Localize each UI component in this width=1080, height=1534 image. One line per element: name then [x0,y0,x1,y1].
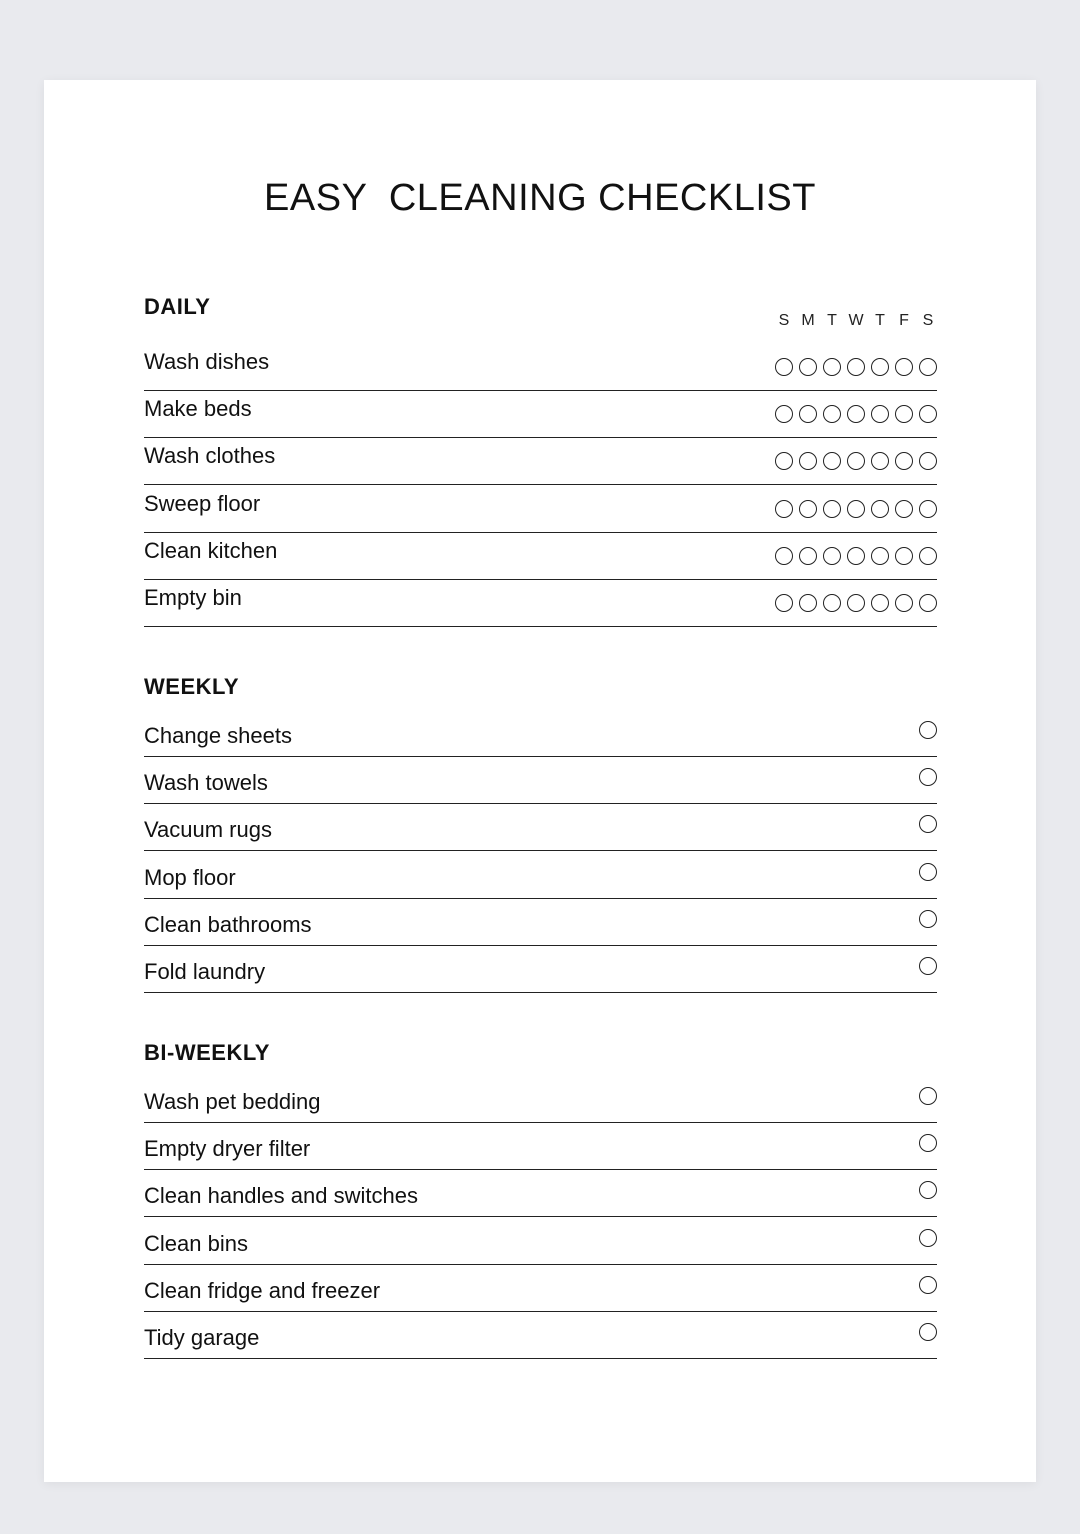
day-checkbox-f-5[interactable] [895,358,913,376]
day-letter-sunday: S [778,312,790,329]
biweekly-task-checkbox[interactable] [919,1323,937,1341]
day-checkbox-t-4[interactable] [871,500,889,518]
day-checkbox-w-3[interactable] [847,452,865,470]
weekday-header [772,310,940,332]
weekly-task-row [144,804,937,851]
day-checkbox-m-1[interactable] [799,594,817,612]
page-title: EASY CLEANING CHECKLIST [264,177,816,219]
weekly-task-row [144,757,937,804]
day-checkbox-t-2[interactable] [823,452,841,470]
daily-task-row [144,580,937,627]
biweekly-task-checkbox[interactable] [919,1087,937,1105]
biweekly-task-label: Wash pet bedding [144,1089,321,1114]
day-checkbox-s-6[interactable] [919,547,937,565]
weekly-task-checkbox[interactable] [919,863,937,881]
daily-task-row [144,344,937,391]
weekly-task-row [144,852,937,899]
weekly-task-row [144,899,937,946]
day-checkbox-t-4[interactable] [871,547,889,565]
biweekly-task-row [144,1123,937,1170]
biweekly-task-row [144,1312,937,1359]
weekly-task-checkbox[interactable] [919,957,937,975]
biweekly-task-row [144,1170,937,1217]
daily-task-label: Make beds [144,396,252,422]
day-checkbox-f-5[interactable] [895,547,913,565]
day-letter-thursday: T [875,312,885,329]
biweekly-task-row [144,1265,937,1312]
day-checkbox-m-1[interactable] [799,405,817,423]
day-checkbox-t-2[interactable] [823,500,841,518]
daily-task-row [144,533,937,580]
weekly-task-label: Wash towels [144,770,268,796]
daily-task-row [144,391,937,438]
weekly-task-label: Change sheets [144,723,292,748]
day-checkbox-t-2[interactable] [823,405,841,423]
daily-task-label: Wash dishes [144,349,270,374]
daily-task-label: Empty bin [144,585,242,610]
weekly-task-checkbox[interactable] [919,768,937,786]
day-letter-monday: M [801,312,815,329]
day-checkbox-s-6[interactable] [919,500,937,518]
weekly-task-label: Clean bathrooms [144,911,312,937]
day-checkbox-s-6[interactable] [919,405,937,423]
day-checkbox-m-1[interactable] [799,452,817,470]
day-checkbox-m-1[interactable] [799,500,817,518]
biweekly-task-checkbox[interactable] [919,1229,937,1247]
day-checkbox-w-3[interactable] [847,405,865,423]
day-checkbox-t-4[interactable] [871,452,889,470]
biweekly-task-checkbox[interactable] [919,1276,937,1294]
weekly-task-checkbox[interactable] [919,815,937,833]
day-checkbox-t-4[interactable] [871,358,889,376]
day-checkbox-s-0[interactable] [775,547,793,565]
biweekly-task-checkbox[interactable] [919,1134,937,1152]
day-checkbox-s-6[interactable] [919,452,937,470]
biweekly-task-checkbox[interactable] [919,1181,937,1199]
biweekly-task-row [144,1076,937,1123]
biweekly-heading: BI-WEEKLY [144,1040,270,1065]
day-checkbox-t-4[interactable] [871,405,889,423]
daily-task-row [144,486,937,533]
day-letter-tuesday: T [827,312,837,329]
weekly-heading: WEEKLY [144,674,240,699]
day-checkbox-w-3[interactable] [847,594,865,612]
day-checkbox-f-5[interactable] [895,500,913,518]
day-checkbox-s-0[interactable] [775,594,793,612]
day-letter-saturday: S [922,312,934,329]
biweekly-task-row [144,1218,937,1265]
day-checkbox-t-2[interactable] [823,358,841,376]
day-checkbox-t-2[interactable] [823,547,841,565]
daily-task-label: Clean kitchen [144,537,278,563]
day-checkbox-s-6[interactable] [919,594,937,612]
weekly-task-row [144,710,937,757]
day-checkbox-t-2[interactable] [823,594,841,612]
weekly-task-checkbox[interactable] [919,910,937,928]
day-checkbox-s-0[interactable] [775,452,793,470]
day-checkbox-w-3[interactable] [847,358,865,376]
day-checkbox-s-0[interactable] [775,405,793,423]
biweekly-task-label: Clean fridge and freezer [144,1277,381,1303]
biweekly-task-label: Tidy garage [144,1325,260,1350]
day-checkbox-s-6[interactable] [919,358,937,376]
weekly-task-label: Vacuum rugs [144,817,272,843]
weekly-task-checkbox[interactable] [919,721,937,739]
daily-task-label: Sweep floor [144,490,261,516]
weekly-task-row [144,946,937,993]
weekly-task-label: Fold laundry [144,959,266,984]
day-checkbox-s-0[interactable] [775,358,793,376]
daily-task-row [144,438,937,485]
daily-heading: DAILY [144,294,211,319]
day-checkbox-m-1[interactable] [799,358,817,376]
biweekly-task-label: Clean bins [144,1230,248,1256]
day-checkbox-w-3[interactable] [847,500,865,518]
day-checkbox-m-1[interactable] [799,547,817,565]
daily-task-label: Wash clothes [144,443,276,469]
biweekly-task-label: Clean handles and switches [144,1183,418,1209]
day-checkbox-s-0[interactable] [775,500,793,518]
day-checkbox-f-5[interactable] [895,405,913,423]
biweekly-task-label: Empty dryer filter [144,1136,311,1162]
day-checkbox-w-3[interactable] [847,547,865,565]
day-letter-friday: F [899,312,909,329]
day-checkbox-t-4[interactable] [871,594,889,612]
day-letter-wednesday: W [848,312,864,329]
weekly-task-label: Mop floor [144,864,236,890]
day-checkbox-f-5[interactable] [895,452,913,470]
day-checkbox-f-5[interactable] [895,594,913,612]
